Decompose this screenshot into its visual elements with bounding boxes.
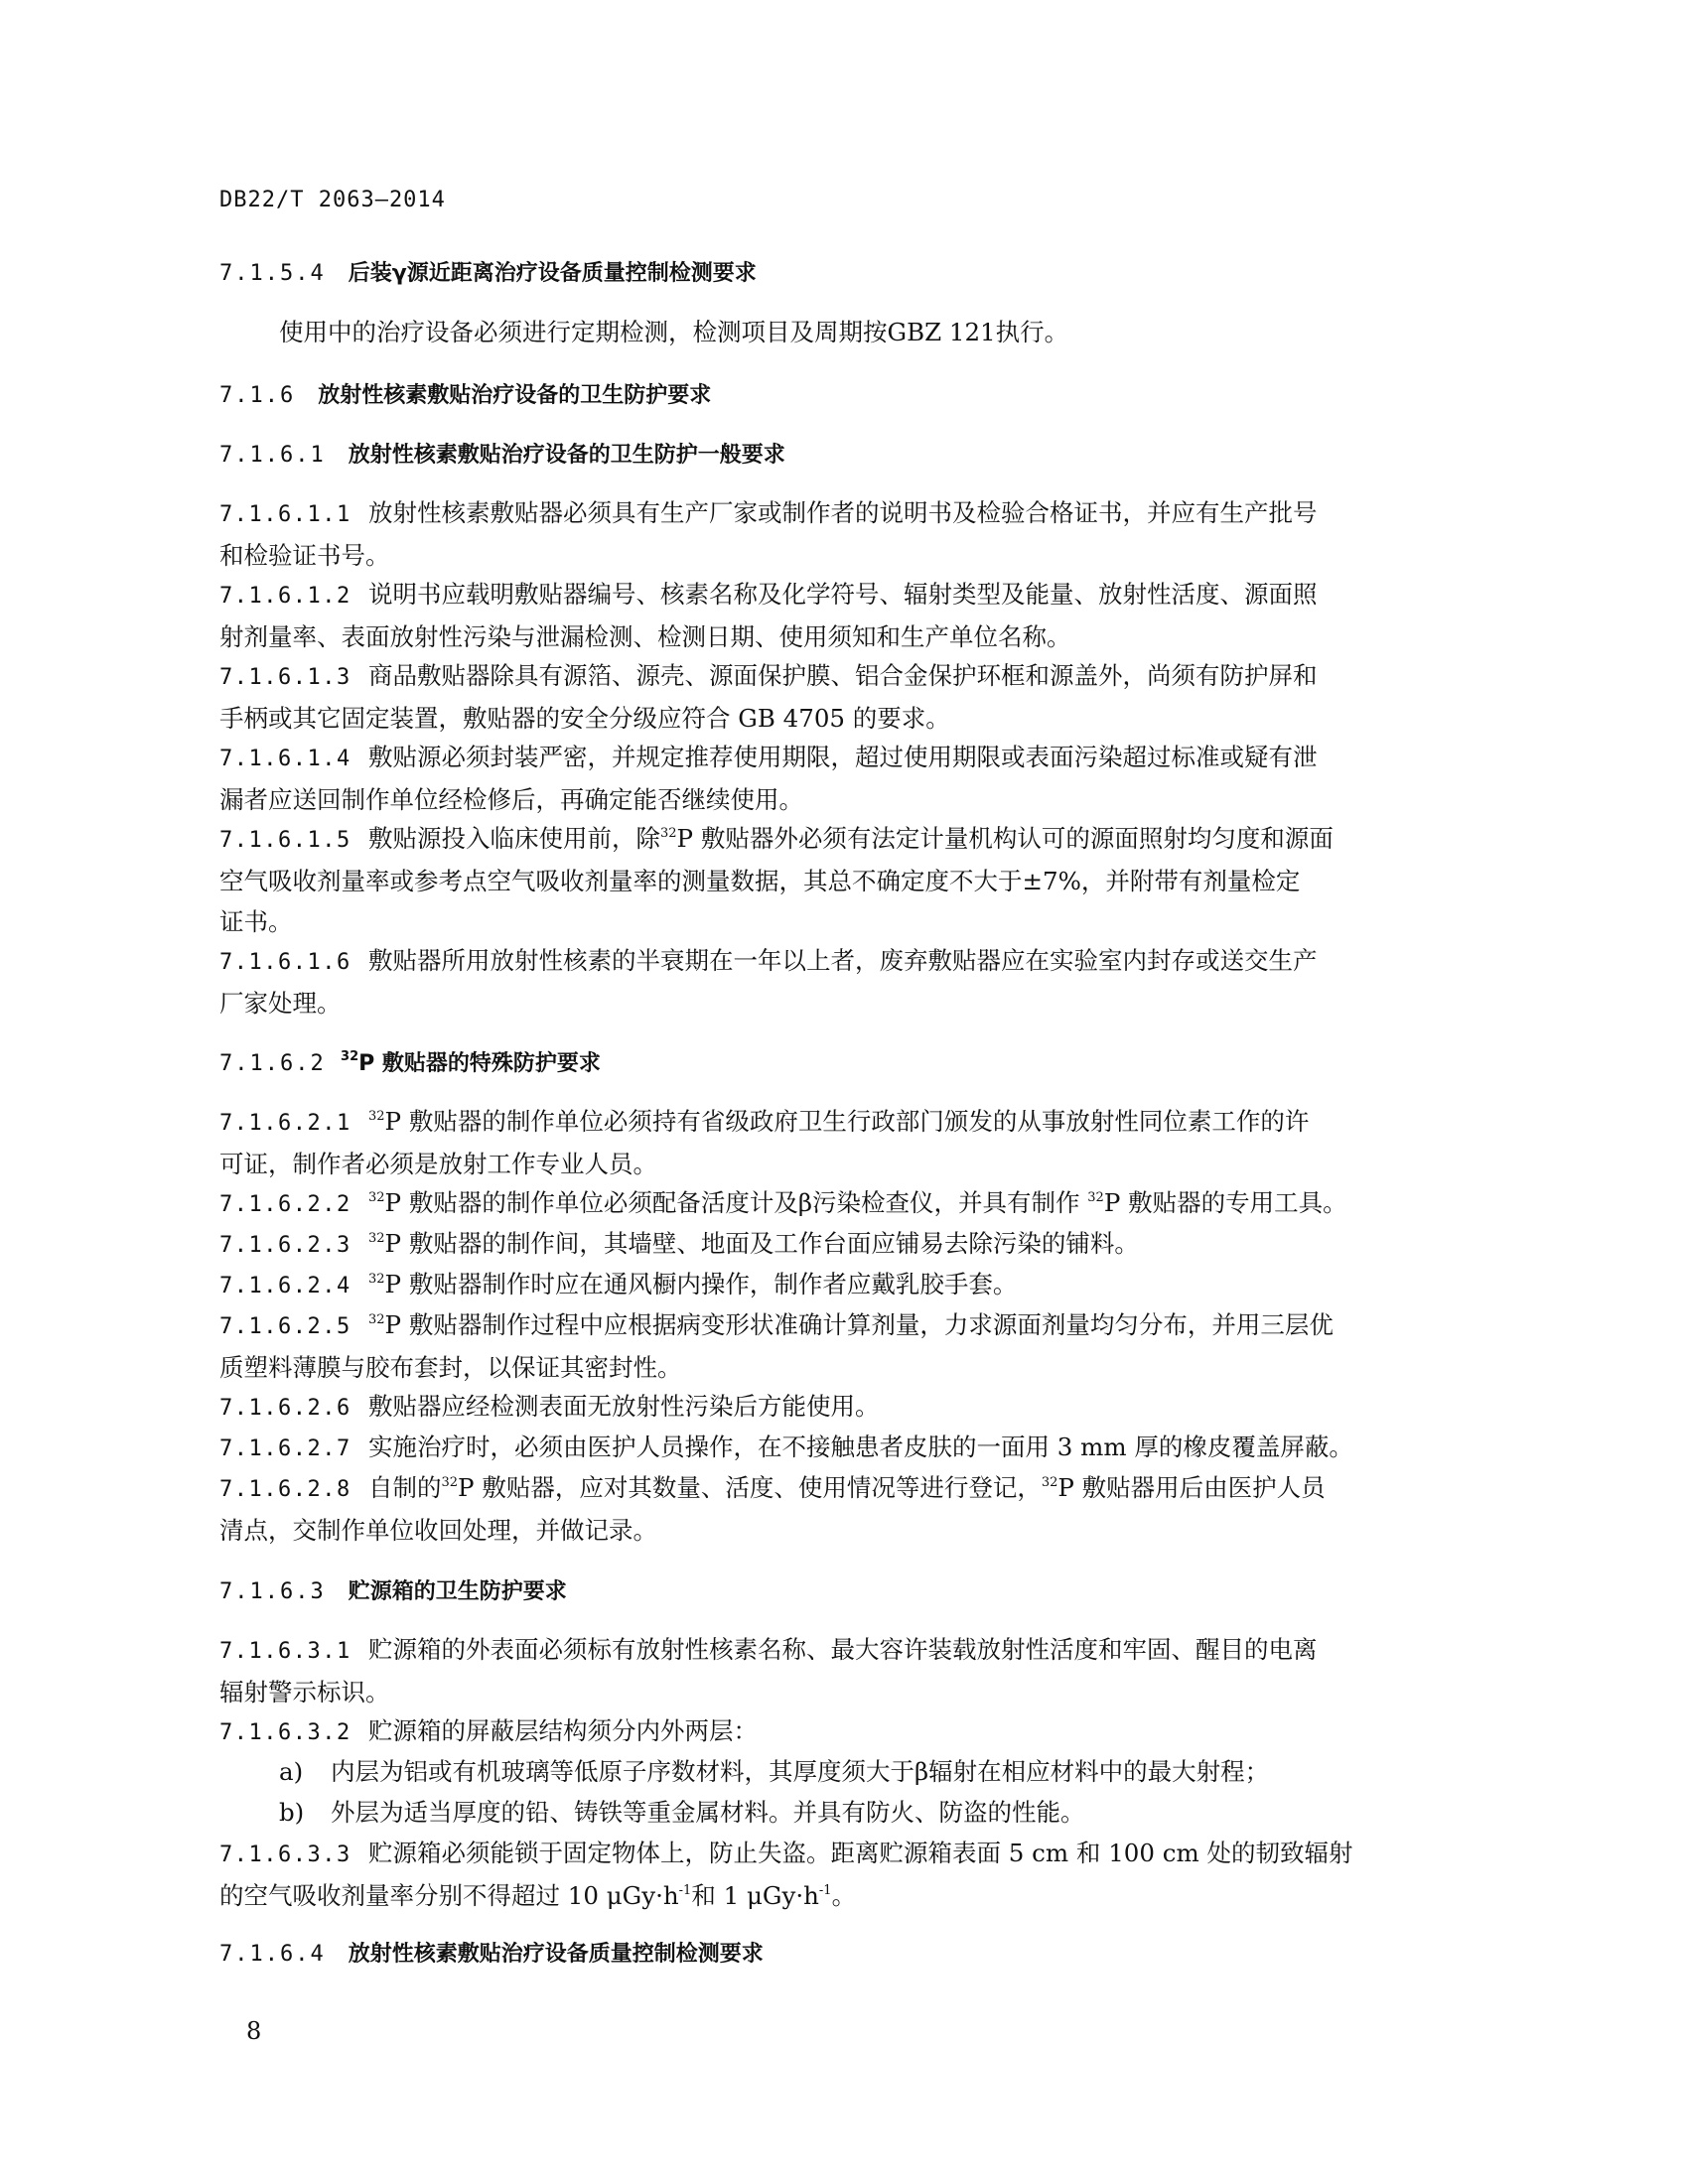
clause-7-1-6-2-1 [219,1101,1451,1184]
clause-text: P 敷贴器的制作单位必须配备活度计及β污染检查仪，并具有制作 [384,1188,1088,1217]
clause-text: 空气吸收剂量率或参考点空气吸收剂量率的测量数据，其总不确定度不大于±7%，并附带有剂量检定 [219,867,1301,895]
clause-number: 7.1.6.3.1 [219,1639,352,1664]
clause-text: 说明书应载明敷贴器编号、核素名称及化学符号、辐射类型及能量、放射性活度、源面照 [368,580,1318,609]
superscript: 32 [1041,1475,1058,1490]
heading-7-1-6-1 [219,438,785,469]
heading-number: 7.1.6.1 [219,443,326,468]
clause-7-1-6-2-2 [219,1182,1451,1225]
superscript: 32 [660,826,677,841]
clause-7-1-6-1-1 [219,492,1451,576]
document-id: DB22/T 2063—2014 [219,188,446,212]
clause-text: 质塑料薄膜与胶布套封，以保证其密封性。 [219,1353,682,1382]
list-item-a [279,1751,1269,1792]
superscript: 32 [1087,1190,1104,1205]
clause-text: 贮源箱的外表面必须标有放射性核素名称、最大容许装载放射性活度和牢固、醒目的电离 [368,1635,1318,1664]
clause-text: P 敷贴器的制作单位必须持有省级政府卫生行政部门颁发的从事放射性同位素工作的许 [384,1107,1310,1136]
heading-title: 贮源箱的卫生防护要求 [348,1579,567,1604]
clause-number: 7.1.6.2.1 [219,1111,352,1136]
clause-text: 放射性核素敷贴器必须具有生产厂家或制作者的说明书及检验合格证书，并应有生产批号 [368,498,1318,527]
clause-7-1-6-2-4 [219,1264,1451,1306]
clause-7-1-6-1-3 [219,655,1451,739]
superscript: 32 [341,1049,359,1064]
superscript: 32 [368,1312,385,1327]
clause-7-1-6-2-8 [219,1467,1451,1551]
clause-text: 商品敷贴器除具有源箔、源壳、源面保护膜、铝合金保护环框和源盖外，尚须有防护屏和 [368,661,1318,690]
clause-number: 7.1.6.1.6 [219,950,352,975]
clause-text: 厂家处理。 [219,989,342,1018]
clause-text: 射剂量率、表面放射性污染与泄漏检测、检测日期、使用须知和生产单位名称。 [219,622,1071,651]
clause-7-1-6-2-3 [219,1223,1451,1266]
clause-number: 7.1.6.3.3 [219,1843,352,1867]
clause-text: 漏者应送回制作单位经检修后，再确定能否继续使用。 [219,785,803,814]
clause-text: 实施治疗时，必须由医护人员操作，在不接触患者皮肤的一面用 3 mm 厚的橡皮覆盖屏蔽。 [368,1433,1353,1461]
heading-number: 7.1.5.4 [219,261,326,286]
clause-7-1-6-1-4 [219,737,1451,820]
clause-text: 贮源箱的屏蔽层结构须分内外两层： [368,1716,758,1745]
clause-text: 辐射警示标识。 [219,1678,390,1706]
superscript: 32 [368,1190,385,1205]
clause-number: 7.1.6.1.4 [219,747,352,771]
clause-text: 证书。 [219,907,293,936]
clause-text: 可证，制作者必须是放射工作专业人员。 [219,1150,657,1178]
clause-text: 自制的 [368,1473,442,1502]
heading-title: P 敷贴器的特殊防护要求 [358,1051,601,1076]
heading-7-1-6 [219,378,711,409]
clause-text: 手柄或其它固定装置，敷贴器的安全分级应符合 GB 4705 的要求。 [219,704,950,733]
clause-number: 7.1.6.2.4 [219,1274,352,1298]
clause-text: 和检验证书号。 [219,541,390,570]
clause-7-1-6-1-5 [219,818,1451,942]
heading-7-1-6-2 [219,1046,601,1077]
list-text: 外层为适当厚度的铅、铸铁等重金属材料。并具有防火、防盗的性能。 [331,1798,1085,1827]
clause-7-1-6-3-3 [219,1833,1451,1916]
superscript: -1 [678,1883,692,1898]
list-marker: a) [279,1757,304,1786]
paragraph [279,312,1510,352]
heading-number: 7.1.6.3 [219,1579,326,1604]
clause-text: 清点，交制作单位收回处理，并做记录。 [219,1516,657,1545]
clause-number: 7.1.6.2.5 [219,1314,352,1339]
clause-text: 和 1 μGy·h [691,1881,819,1910]
clause-text: P 敷贴器制作过程中应根据病变形状准确计算剂量，力求源面剂量均匀分布，并用三层优 [384,1310,1334,1339]
clause-text: 敷贴器所用放射性核素的半衰期在一年以上者，废弃敷贴器应在实验室内封存或送交生产 [368,946,1318,975]
clause-number: 7.1.6.2.7 [219,1436,352,1461]
heading-7-1-6-4 [219,1937,764,1968]
list-marker: b) [279,1798,305,1827]
heading-number: 7.1.6.2 [219,1051,326,1076]
clause-number: 7.1.6.1.3 [219,665,352,690]
clause-text: P 敷贴器用后由医护人员 [1057,1473,1326,1502]
clause-7-1-6-3-2 [219,1710,1451,1753]
clause-7-1-6-1-6 [219,940,1451,1024]
clause-text: P 敷贴器的专用工具。 [1103,1188,1347,1217]
clause-text: P 敷贴器的制作间，其墙壁、地面及工作台面应铺易去除污染的铺料。 [384,1229,1139,1258]
page-number: 8 [246,2017,262,2045]
clause-7-1-6-2-6 [219,1386,1451,1429]
clause-7-1-6-2-7 [219,1427,1451,1469]
clause-number: 7.1.6.1.2 [219,584,352,609]
clause-number: 7.1.6.2.8 [219,1477,352,1502]
clause-number: 7.1.6.2.3 [219,1233,352,1258]
clause-text: 敷贴源投入临床使用前，除 [368,824,660,853]
list-text: 内层为铝或有机玻璃等低原子序数材料，其厚度须大于β辐射在相应材料中的最大射程； [331,1757,1270,1786]
clause-text: P 敷贴器，应对其数量、活度、使用情况等进行登记， [458,1473,1042,1502]
clause-text: 的空气吸收剂量率分别不得超过 10 μGy·h [219,1881,679,1910]
clause-number: 7.1.6.1.1 [219,502,352,527]
paragraph-text: 使用中的治疗设备必须进行定期检测，检测项目及周期按GBZ 121执行。 [279,318,1069,346]
clause-text: 敷贴源必须封装严密，并规定推荐使用期限，超过使用期限或表面污染超过标准或疑有泄 [368,743,1318,771]
superscript: 32 [368,1109,385,1124]
clause-number: 7.1.6.3.2 [219,1720,352,1745]
clause-number: 7.1.6.2.2 [219,1192,352,1217]
clause-number: 7.1.6.1.5 [219,828,352,853]
clause-7-1-6-3-1 [219,1629,1451,1712]
superscript: 32 [441,1475,459,1490]
clause-text: P 敷贴器制作时应在通风橱内操作，制作者应戴乳胶手套。 [384,1270,1018,1298]
list-item-b [279,1792,1085,1833]
heading-title: 放射性核素敷贴治疗设备的卫生防护一般要求 [348,443,785,468]
heading-title: 放射性核素敷贴治疗设备质量控制检测要求 [348,1942,764,1967]
clause-text: 敷贴器应经检测表面无放射性污染后方能使用。 [368,1392,880,1421]
heading-number: 7.1.6 [219,383,296,408]
clause-text: 。 [831,1881,857,1910]
superscript: -1 [818,1883,832,1898]
clause-text: P 敷贴器外必须有法定计量机构认可的源面照射均匀度和源面 [676,824,1334,853]
heading-7-1-5-4 [219,256,757,287]
clause-7-1-6-1-2 [219,574,1451,657]
superscript: 32 [368,1231,385,1246]
clause-number: 7.1.6.2.6 [219,1396,352,1421]
superscript: 32 [368,1272,385,1287]
heading-title: 放射性核素敷贴治疗设备的卫生防护要求 [318,383,712,408]
heading-7-1-6-3 [219,1574,567,1605]
heading-number: 7.1.6.4 [219,1942,326,1967]
clause-7-1-6-2-5 [219,1304,1451,1388]
heading-title: 后装γ源近距离治疗设备质量控制检测要求 [348,261,757,286]
clause-text: 贮源箱必须能锁于固定物体上，防止失盗。距离贮源箱表面 5 cm 和 100 cm 处的韧致辐射 [368,1839,1353,1867]
